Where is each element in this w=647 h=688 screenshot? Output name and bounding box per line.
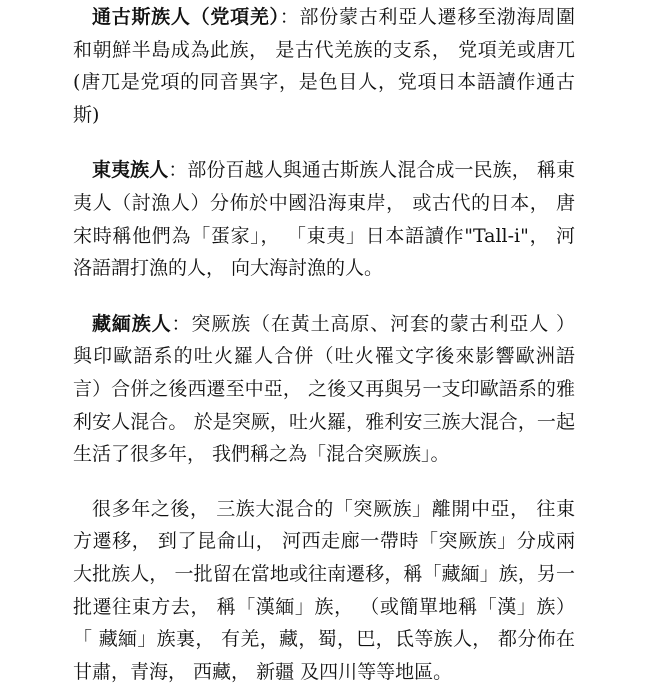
- term-tungus: 通古斯族人（党項羌）: [92, 6, 280, 28]
- paragraph-tibeto-burman: [73, 308, 575, 471]
- paragraph-tungus: [73, 1, 575, 131]
- paragraph-tungus-text: ：部份蒙古利亞人遷移至渤海周圍和朝鮮半島成為此族， 是古代羌族的支系， 党項羌或唐兀(唐兀是党項的同音異字，是色目人，党項日本語讀作通古斯): [73, 6, 575, 126]
- term-tibeto-burman: 藏緬族人: [92, 312, 172, 335]
- document-body: [73, 0, 575, 688]
- paragraph-tibeto-burman-text: ：突厥族（在黃土高原、河套的蒙古利亞人 ） 與印歐語系的吐火羅人合併（吐火罹文字後來影響歐洲語言）合併之後西遷至中亞， 之後又再與另一支印歐語系的雅利安人混合。 於是突厥，吐火羅，雅利安三族大混合，一起生活了很多年， 我們稱之為「混合突厥族」。: [73, 312, 575, 466]
- term-dongyi: 東夷族人: [92, 159, 169, 182]
- paragraph-migration-text: 很多年之後， 三族大混合的「突厥族」離開中亞， 往東方遷移， 到了昆侖山， 河西走廊一帶時「突厥族」分成兩大批族人， 一批留在當地或往南遷移，稱「藏緬」族，另一批遷往東方去， 稱「漢緬」族， （或簡單地稱「漢」族） 「 藏緬」族裏， 有羌，藏，蜀，巴，氐等族人， 都分佈在甘肅，青海， 西藏， 新疆 及四川等等地區。: [73, 497, 575, 683]
- paragraph-migration: [73, 493, 575, 688]
- paragraph-dongyi: [73, 154, 575, 284]
- paragraph-dongyi-text: ：部份百越人與通古斯族人混合成一民族， 稱東夷人（討漁人）分佈於中國沿海東岸， 或古代的日本， 唐宋時稱他們為「蛋家」， 「東夷」日本語讀作"Tall-i"， 河洛語謂打漁的人， 向大海討漁的人。: [73, 159, 575, 280]
